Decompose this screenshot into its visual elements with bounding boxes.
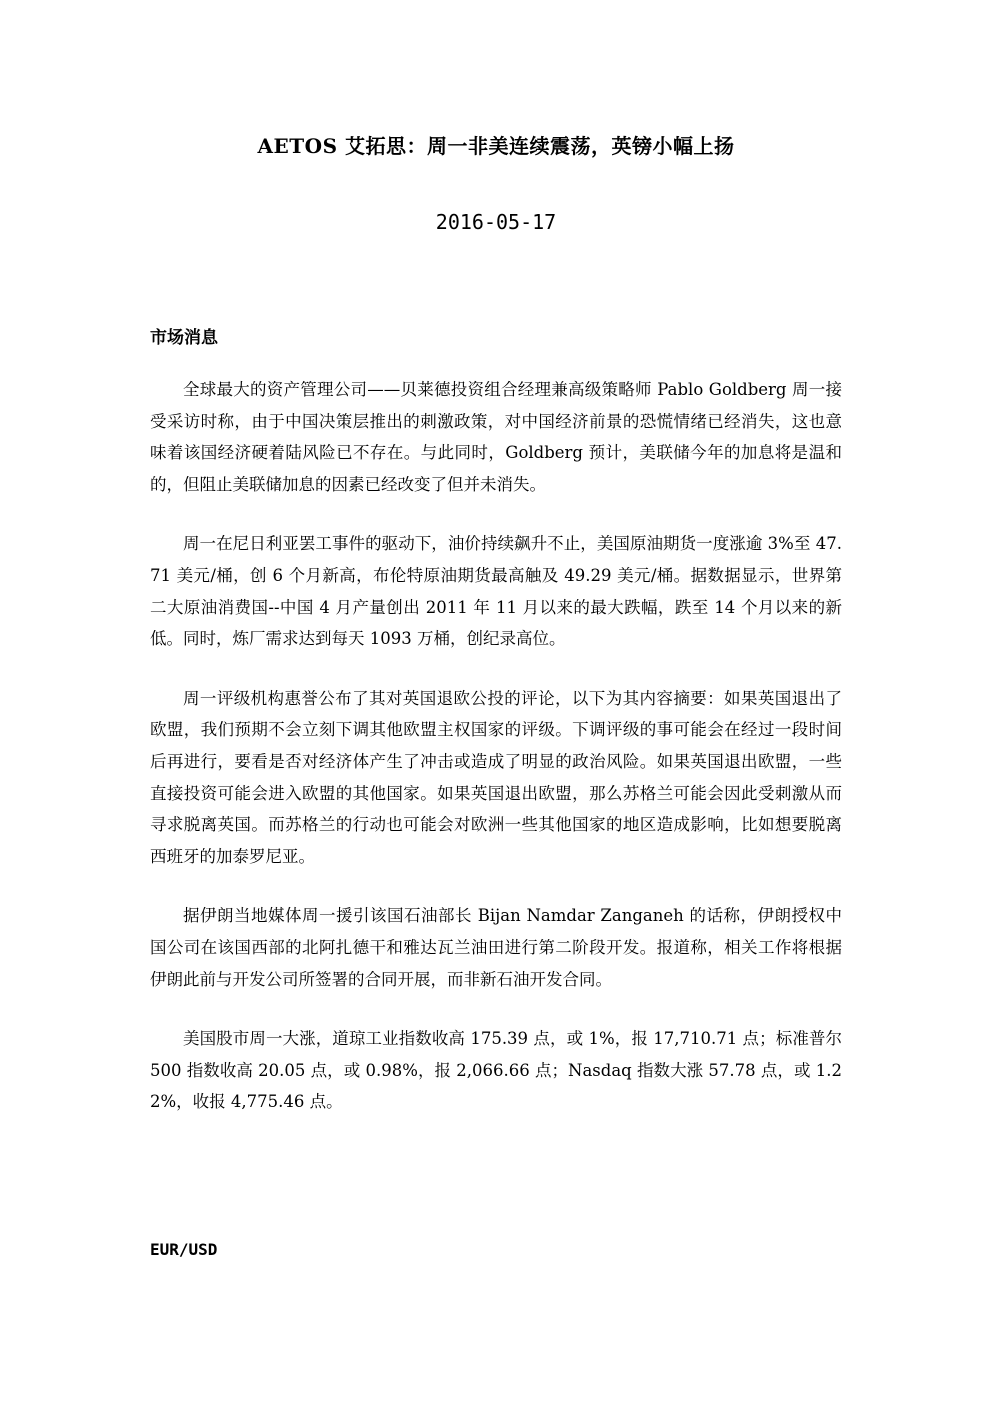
document-title: AETOS 艾拓思：周一非美连续震荡，英镑小幅上扬 xyxy=(257,134,735,158)
section-heading-eurusd: EUR/USD xyxy=(150,1240,218,1259)
paragraph-iran: 据伊朗当地媒体周一援引该国石油部长 Bijan Namdar Zanganeh 的话称，伊朗授权中国公司在该国西部的北阿扎德干和雅达瓦兰油田进行第二阶段开发。报道称，相关工作将根据伊朗此前与开发公司所签署的合同开展，而非新石油开发合同。 xyxy=(150,906,842,989)
paragraph-oil: 周一在尼日利亚罢工事件的驱动下，油价持续飙升不止，美国原油期货一度涨逾 3%至 47.71 美元/桶，创 6 个月新高，布伦特原油期货最高触及 49.29 美元/桶。据数据显示，世界第二大原油消费国--中国 4 月产量创出 2011 年 11 月以来的最大跌幅，跌至 14 个月以来的新低。同时，炼厂需求达到每天 1093 万桶，创纪录高位。 xyxy=(150,534,842,649)
section-heading-market-news: 市场消息 xyxy=(150,328,218,348)
paragraph-us-stocks: 美国股市周一大涨，道琼工业指数收高 175.39 点，或 1%，报 17,710.71 点；标准普尔 500 指数收高 20.05 点，或 0.98%，报 2,066.66 点；Nasdaq 指数大涨 57.78 点，或 1.22%，收报 4,775.46 点。 xyxy=(150,1029,842,1112)
paragraph-fitch-brexit: 周一评级机构惠誉公布了其对英国退欧公投的评论，以下为其内容摘要：如果英国退出了欧盟，我们预期不会立刻下调其他欧盟主权国家的评级。下调评级的事可能会在经过一段时间后再进行，要看是否对经济体产生了冲击或造成了明显的政治风险。如果英国退出欧盟，一些直接投资可能会进入欧盟的其他国家。如果英国退出欧盟，那么苏格兰可能会因此受刺激从而寻求脱离英国。而苏格兰的行动也可能会对欧洲一些其他国家的地区造成影响，比如想要脱离西班牙的加泰罗尼亚。 xyxy=(150,688,842,866)
article-body xyxy=(150,374,842,1146)
document-date: 2016-05-17 xyxy=(435,210,557,234)
paragraph-blackrock: 全球最大的资产管理公司——贝莱德投资组合经理兼高级策略师 Pablo Goldberg 周一接受采访时称，由于中国决策层推出的刺激政策，对中国经济前景的恐慌情绪已经消失，这也意味着该国经济硬着陆风险已不存在。与此同时，Goldberg 预计，美联储今年的加息将是温和的，但阻止美联储加息的因素已经改变了但并未消失。 xyxy=(150,380,842,494)
